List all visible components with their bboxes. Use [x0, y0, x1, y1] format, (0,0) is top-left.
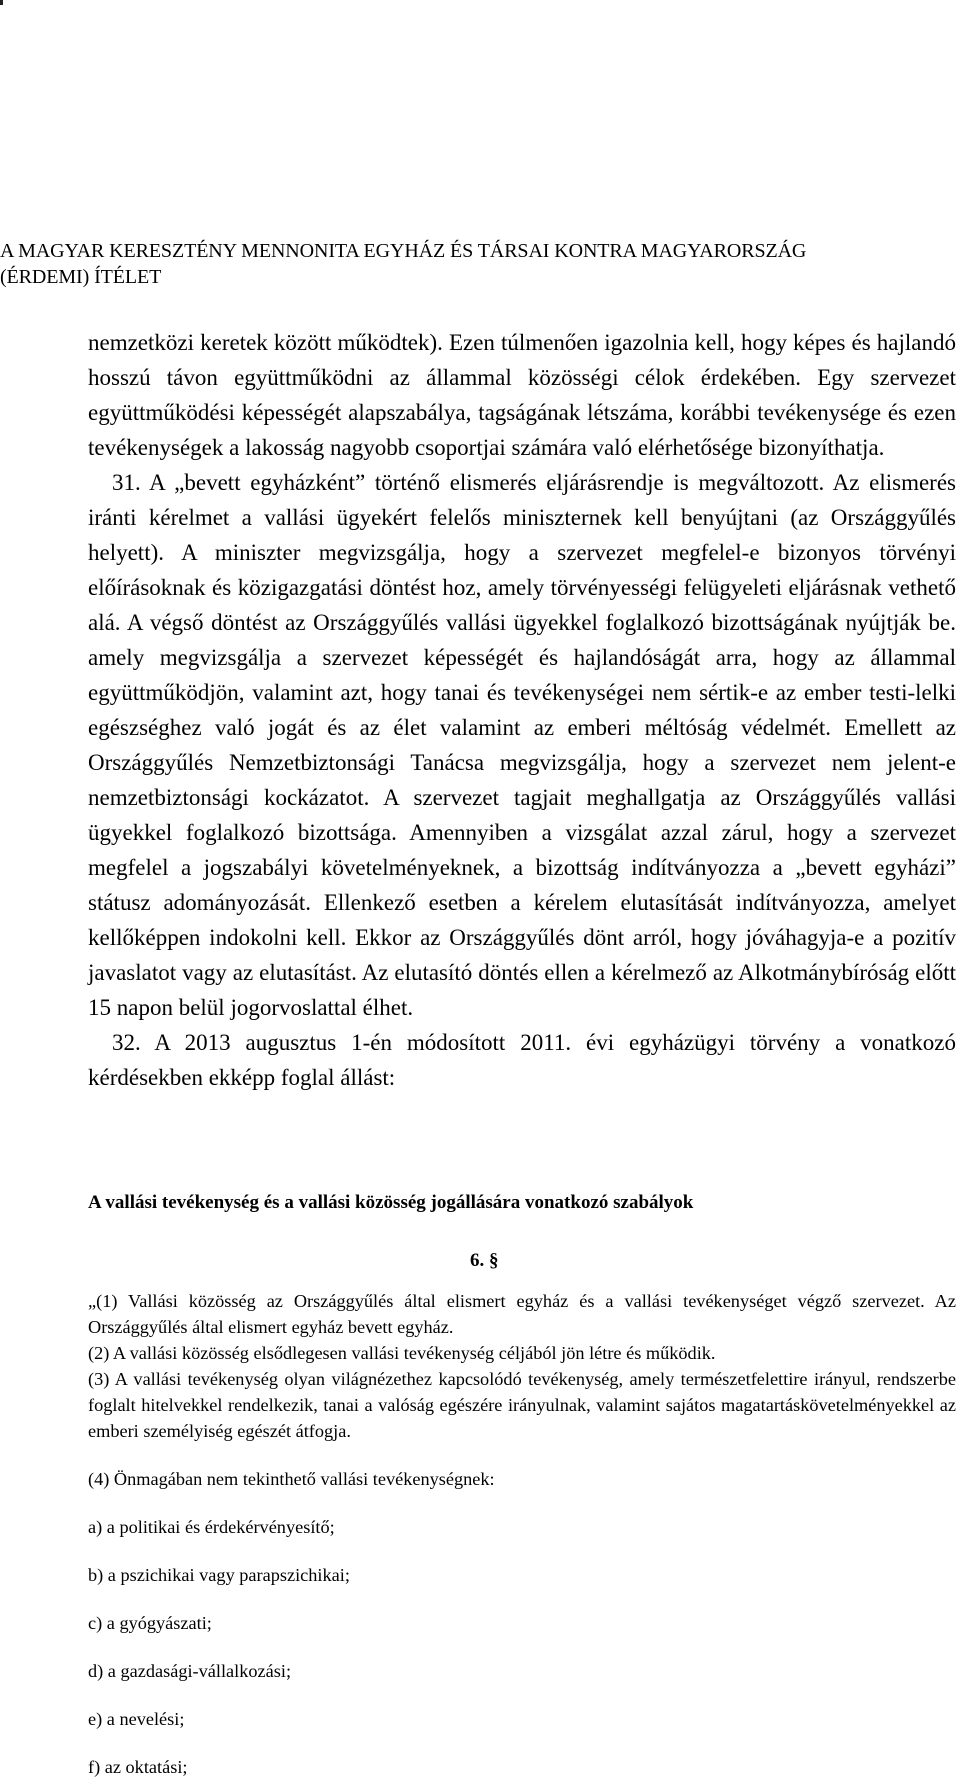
law-list-item-a: a) a politikai és érdekérvényesítő;	[88, 1517, 335, 1537]
running-header	[0, 238, 940, 290]
header-judgment-type: (ÉRDEMI) ÍTÉLET	[0, 266, 162, 288]
law-list-item-d: d) a gazdasági-vállalkozási;	[88, 1661, 292, 1681]
law-section-title: A vallási tevékenység és a vallási közösség jogállására vonatkozó szabályok	[88, 1192, 694, 1213]
law-list-item-f: f) az oktatási;	[88, 1757, 188, 1777]
law-clause-2: (2) A vallási közösség elsődlegesen vallási tevékenység céljából jön létre és működik.	[88, 1343, 716, 1363]
header-case-title: A MAGYAR KERESZTÉNY MENNONITA EGYHÁZ ÉS TÁRSAI KONTRA MAGYARORSZÁG	[0, 240, 807, 262]
law-list-item-e: e) a nevelési;	[88, 1709, 185, 1729]
law-list-item-b: b) a pszichikai vagy parapszichikai;	[88, 1565, 350, 1585]
paragraph-31: 31. A „bevett egyházként” történő elismerés eljárásrendje is megváltozott. Az elismerés iránti kérelmet a vallási ügyekért felelős miniszternek kell benyújtani (az Országgyűlés helyett). A miniszter megvizsgálja, hogy a szervezet megfelel-e bizonyos törvényi előírásoknak és közigazgatási döntést hoz, amely törvényességi felügyeleti eljárásnak vethető alá. A végső döntést az Országgyűlés vallási ügyekkel foglalkozó bizottságának nyújtják be. amely megvizsgálja a szervezet képességét és hajlandóságát arra, hogy az állammal együttműködjön, valamint azt, hogy tanai és tevékenységei nem sértik-e az ember testi-lelki egészséghez való jogát és az élet valamint az emberi méltóság védelmét. Emellett az Országgyűlés Nemzetbiztonsági Tanácsa megvizsgálja, hogy a szervezet nem jelent-e nemzetbiztonsági kockázatot. A szervezet tagjait meghallgatja az Országgyűlés vallási ügyekkel foglalkozó bizottsága. Amennyiben a vizsgálat azzal zárul, hogy a szervezet megfelel a jogszabályi követelményeknek, a bizottság indítványozza a „bevett egyházi” státusz adományozását. Ellenkező esetben a kérelem elutasítását indítványozza, amelyet kellőképpen indokolni kell. Ekkor az Országgyűlés dönt arról, hogy jóváhagyja-e a pozitív javaslatot vagy az elutasítást. Az elutasító döntés ellen a kérelmező az Alkotmánybíróság előtt 15 napon belül jogorvoslattal élhet.	[88, 470, 956, 1020]
law-quotation	[88, 1288, 956, 1780]
paragraph-32: 32. A 2013 augusztus 1-én módosított 2011. évi egyházügyi törvény a vonatkozó kérdésekben ekképp foglal állást:	[88, 1030, 956, 1090]
law-list-item-c: c) a gyógyászati;	[88, 1613, 212, 1633]
law-section-number: 6. §	[470, 1250, 499, 1271]
law-clause-4: (4) Önmagában nem tekinthető vallási tevékenységnek:	[88, 1469, 495, 1489]
paragraph-continued: nemzetközi keretek között működtek). Ezen túlmenően igazolnia kell, hogy képes és hajlandó hosszú távon együttműködni az állammal közösségi célok érdekében. Egy szervezet együttműködési képességét alapszabálya, tagságának létszáma, korábbi tevékenysége és ezen tevékenységek a lakosság nagyobb csoportjai számára való elérhetősége bizonyíthatja.	[88, 330, 956, 460]
scan-mark	[0, 0, 3, 5]
law-clause-1: „(1) Vallási közösség az Országgyűlés által elismert egyház és a vallási tevékenységet végző szervezet. Az Országgyűlés által elismert egyház bevett egyház.	[88, 1291, 956, 1337]
law-clause-3: (3) A vallási tevékenység olyan világnézethez kapcsolódó tevékenység, amely természetfelettire irányul, rendszerbe foglalt hitelvekkel rendelkezik, tanai a valóság egészére irányulnak, valamint sajátos magatartáskövetelményekkel az emberi személyiség egészét átfogja.	[88, 1369, 956, 1441]
judgment-body	[88, 325, 956, 1095]
